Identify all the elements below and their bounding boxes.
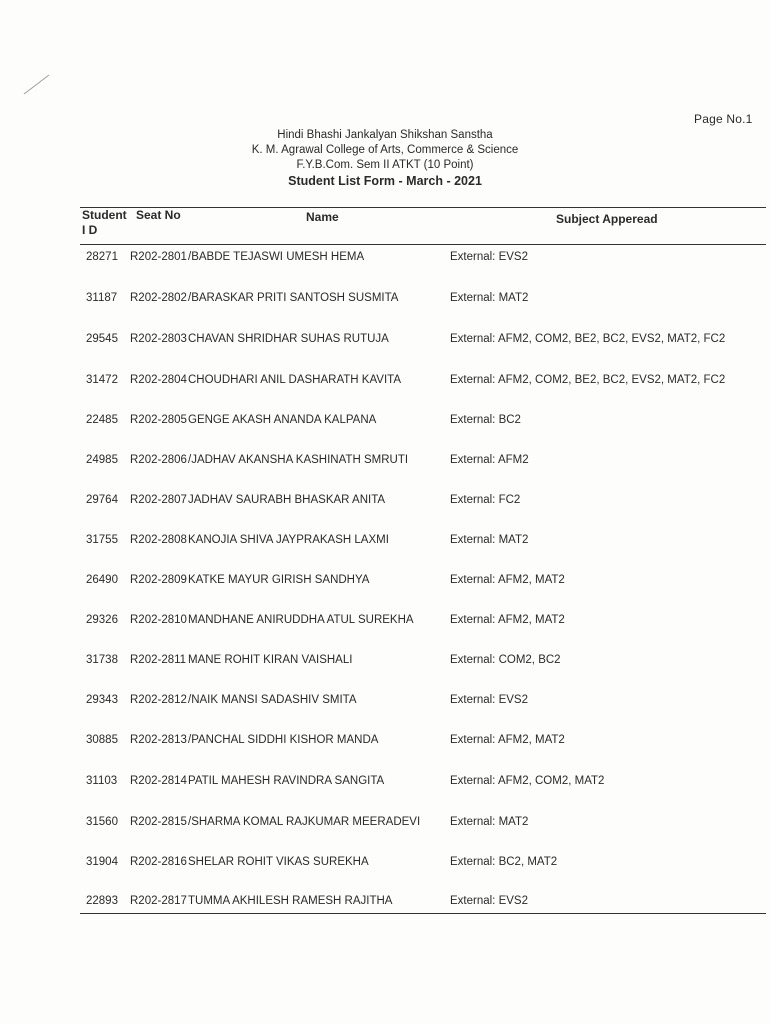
seat-no-cell: R202-2814	[130, 775, 187, 787]
seat-no-cell: R202-2815	[130, 816, 187, 828]
student-name-cell: CHOUDHARI ANIL DASHARATH KAVITA	[188, 374, 401, 386]
seat-no-cell: R202-2817	[130, 895, 187, 907]
student-id-cell: 30885	[86, 734, 118, 746]
subjects-cell: External: EVS2	[450, 251, 528, 263]
subjects-cell: External: EVS2	[450, 694, 528, 706]
seat-no-cell: R202-2807	[130, 494, 187, 506]
subjects-cell: External: MAT2	[450, 816, 529, 828]
student-id-cell: 22485	[86, 414, 118, 426]
pen-stroke-mark	[22, 72, 52, 96]
student-name-cell: KANOJIA SHIVA JAYPRAKASH LAXMI	[188, 534, 389, 546]
student-id-cell: 31472	[86, 374, 118, 386]
student-id-cell: 28271	[86, 251, 118, 263]
student-id-cell: 31904	[86, 856, 118, 868]
column-header-seat-no: Seat No	[136, 208, 181, 222]
column-header-name: Name	[306, 210, 339, 224]
subjects-cell: External: AFM2, MAT2	[450, 734, 565, 746]
subjects-cell: External: FC2	[450, 494, 521, 506]
student-name-cell: /SHARMA KOMAL RAJKUMAR MEERADEVI	[188, 816, 421, 828]
student-name-cell: /NAIK MANSI SADASHIV SMITA	[188, 694, 357, 706]
document-header	[0, 128, 770, 189]
trust-name: Hindi Bhashi Jankalyan Shikshan Sanstha	[277, 129, 493, 141]
table-header-rule	[80, 244, 766, 245]
student-id-cell: 31755	[86, 534, 118, 546]
student-id-cell: 24985	[86, 454, 118, 466]
student-id-cell: 31187	[86, 292, 118, 304]
seat-no-cell: R202-2809	[130, 574, 187, 586]
table-row	[0, 895, 770, 915]
seat-no-cell: R202-2804	[130, 374, 187, 386]
seat-no-cell: R202-2810	[130, 614, 187, 626]
student-id-cell: 26490	[86, 574, 118, 586]
student-id-cell: 29326	[86, 614, 118, 626]
student-name-cell: PATIL MAHESH RAVINDRA SANGITA	[188, 775, 385, 787]
column-header-subject: Subject Apperead	[556, 212, 658, 226]
table-top-rule	[80, 207, 766, 208]
seat-no-cell: R202-2811	[130, 654, 187, 666]
subjects-cell: External: AFM2	[450, 454, 529, 466]
subjects-cell: External: AFM2, MAT2	[450, 614, 565, 626]
seat-no-cell: R202-2813	[130, 734, 187, 746]
seat-no-cell: R202-2816	[130, 856, 187, 868]
table-row	[0, 251, 770, 271]
student-name-cell: KATKE MAYUR GIRISH SANDHYA	[188, 574, 370, 586]
table-row	[0, 454, 770, 474]
table-row	[0, 414, 770, 434]
subjects-cell: External: AFM2, MAT2	[450, 574, 565, 586]
student-id-cell: 31560	[86, 816, 118, 828]
table-row	[0, 654, 770, 674]
student-name-cell: SHELAR ROHIT VIKAS SUREKHA	[188, 856, 369, 868]
table-row	[0, 534, 770, 554]
seat-no-cell: R202-2812	[130, 694, 187, 706]
student-id-cell: 29764	[86, 494, 118, 506]
course-name: F.Y.B.Com. Sem II ATKT (10 Point)	[296, 159, 474, 171]
page-number: Page No.1	[694, 112, 753, 126]
student-id-cell: 31103	[86, 775, 118, 787]
subjects-cell: External: BC2	[450, 414, 521, 426]
table-row	[0, 333, 770, 353]
subjects-cell: External: MAT2	[450, 534, 529, 546]
student-id-cell: 31738	[86, 654, 118, 666]
form-title: Student List Form - March - 2021	[288, 174, 482, 188]
seat-no-cell: R202-2802	[130, 292, 187, 304]
student-name-cell: TUMMA AKHILESH RAMESH RAJITHA	[188, 895, 393, 907]
subjects-cell: External: MAT2	[450, 292, 529, 304]
student-name-cell: /PANCHAL SIDDHI KISHOR MANDA	[188, 734, 379, 746]
student-id-cell: 29545	[86, 333, 118, 345]
student-id-cell: 29343	[86, 694, 118, 706]
column-header-student-id: Student I D	[82, 208, 127, 237]
table-row	[0, 734, 770, 754]
student-name-cell: CHAVAN SHRIDHAR SUHAS RUTUJA	[188, 333, 389, 345]
table-bottom-rule	[80, 913, 766, 914]
table-row	[0, 374, 770, 394]
table-row	[0, 694, 770, 714]
table-row	[0, 292, 770, 312]
student-name-cell: /BARASKAR PRITI SANTOSH SUSMITA	[188, 292, 399, 304]
student-name-cell: JADHAV SAURABH BHASKAR ANITA	[188, 494, 386, 506]
college-name: K. M. Agrawal College of Arts, Commerce & Science	[251, 144, 519, 156]
subjects-cell: External: BC2, MAT2	[450, 856, 558, 868]
seat-no-cell: R202-2806	[130, 454, 187, 466]
student-name-cell: GENGE AKASH ANANDA KALPANA	[188, 414, 377, 426]
subjects-cell: External: AFM2, COM2, MAT2	[450, 775, 605, 787]
seat-no-cell: R202-2803	[130, 333, 187, 345]
table-row	[0, 494, 770, 514]
student-id-cell: 22893	[86, 895, 118, 907]
table-row	[0, 614, 770, 634]
table-row	[0, 856, 770, 876]
seat-no-cell: R202-2808	[130, 534, 187, 546]
student-name-cell: MANE ROHIT KIRAN VAISHALI	[188, 654, 353, 666]
student-name-cell: /BABDE TEJASWI UMESH HEMA	[188, 251, 365, 263]
seat-no-cell: R202-2805	[130, 414, 187, 426]
table-row	[0, 775, 770, 795]
table-row	[0, 816, 770, 836]
table-row	[0, 574, 770, 594]
subjects-cell: External: AFM2, COM2, BE2, BC2, EVS2, MAT2, FC2	[450, 374, 726, 386]
student-name-cell: MANDHANE ANIRUDDHA ATUL SUREKHA	[188, 614, 414, 626]
student-name-cell: /JADHAV AKANSHA KASHINATH SMRUTI	[188, 454, 409, 466]
subjects-cell: External: EVS2	[450, 895, 528, 907]
seat-no-cell: R202-2801	[130, 251, 187, 263]
subjects-cell: External: COM2, BC2	[450, 654, 561, 666]
subjects-cell: External: AFM2, COM2, BE2, BC2, EVS2, MAT2, FC2	[450, 333, 726, 345]
